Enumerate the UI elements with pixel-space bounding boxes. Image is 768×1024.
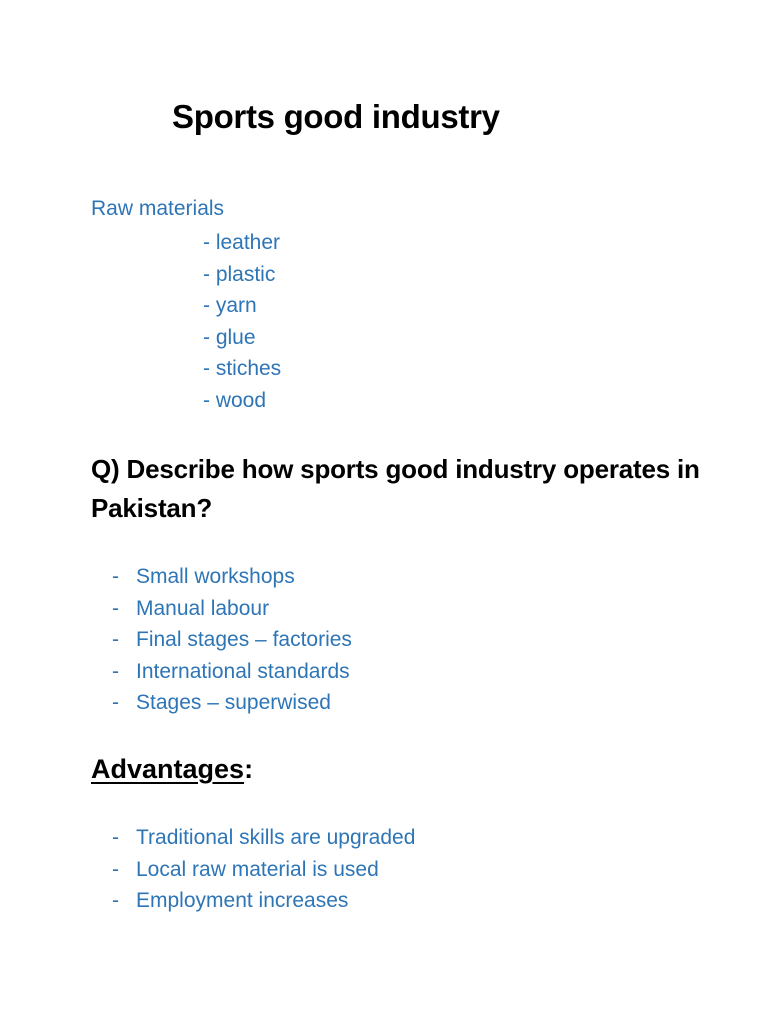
list-item: - plastic: [203, 262, 276, 286]
list-item-text: Employment increases: [136, 889, 349, 913]
advantages-heading-text: Advantages: [91, 754, 245, 784]
list-item: [112, 824, 415, 856]
bullet-dash: -: [112, 691, 119, 715]
raw-materials-list: [203, 229, 281, 419]
list-item-text: Final stages – factories: [136, 628, 352, 652]
operations-list: [112, 563, 352, 721]
bullet-dash: -: [112, 826, 119, 849]
bullet-dash: -: [112, 565, 119, 588]
page-title: Sports good industry: [172, 98, 500, 135]
list-item-text: Stages – superwised: [136, 691, 331, 715]
bullet-dash: -: [112, 889, 119, 913]
list-item: [112, 626, 352, 658]
question-heading: Q) Describe how sports good industry operates in Pakistan?: [91, 454, 700, 523]
list-item: [112, 563, 352, 595]
bullet-dash: -: [112, 659, 119, 683]
bullet-dash: -: [112, 857, 119, 881]
list-item-text: International standards: [136, 659, 350, 683]
list-item-text: Small workshops: [136, 565, 295, 588]
raw-materials-label: Raw materials: [91, 197, 225, 220]
bullet-dash: -: [112, 596, 119, 620]
list-item: [112, 595, 352, 627]
list-item: - glue: [203, 325, 256, 349]
list-item: [112, 658, 352, 690]
list-item: - wood: [203, 388, 267, 412]
list-item: [112, 689, 352, 721]
list-item: [112, 887, 415, 919]
advantages-heading-colon: :: [244, 754, 254, 784]
list-item: - leather: [203, 231, 281, 254]
list-item: - yarn: [203, 294, 257, 318]
list-item-text: Local raw material is used: [136, 857, 379, 881]
list-item-text: Manual labour: [136, 596, 270, 620]
bullet-dash: -: [112, 628, 119, 652]
advantages-list: [112, 824, 415, 919]
list-item-text: Traditional skills are upgraded: [136, 826, 416, 849]
advantages-heading: [91, 754, 253, 785]
list-item: - stiches: [203, 357, 282, 381]
list-item: [112, 856, 415, 888]
